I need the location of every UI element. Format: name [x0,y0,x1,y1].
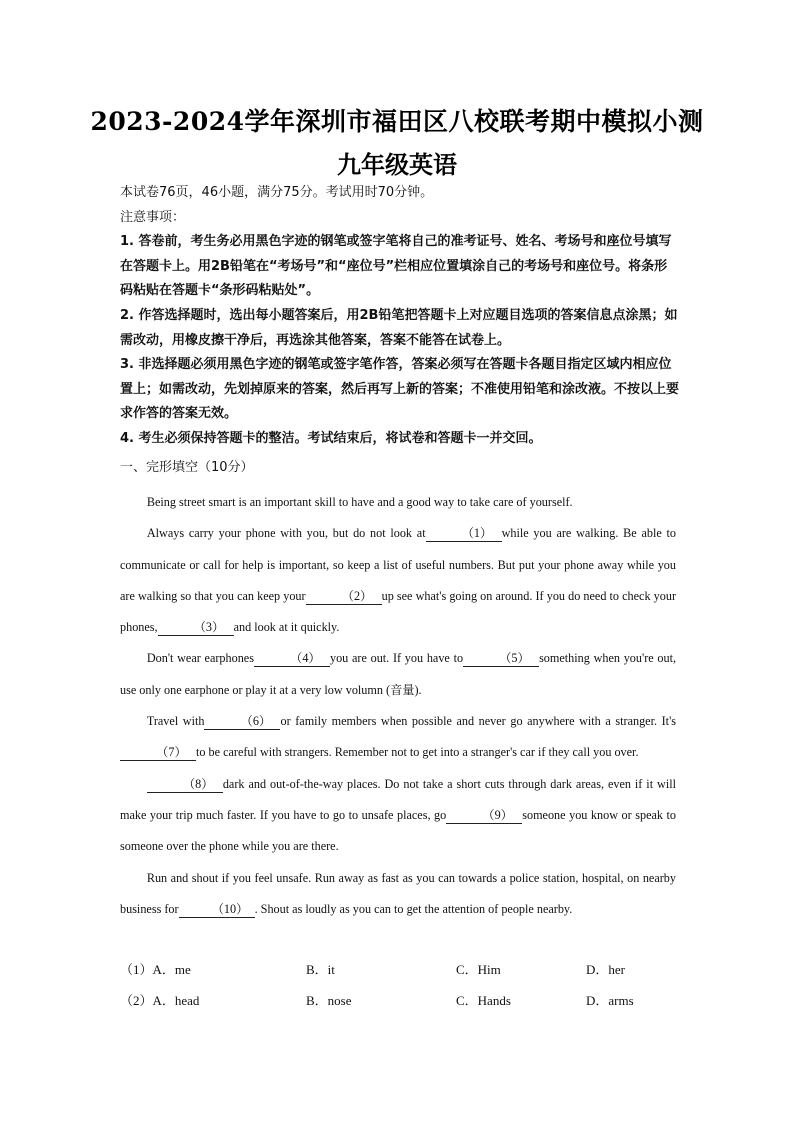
option-d[interactable]: D．arms [586,993,634,1008]
blank-8[interactable]: （8） [147,776,223,793]
passage-text: you are out. If you have to [329,651,464,666]
passage-text: dark and out-of-the-way places. Do not take a short cuts through dark areas, even if it will make your trip much faster. If you have to go to unsafe places, go [120,776,676,822]
option-c[interactable]: C．Him [456,962,501,977]
option-b[interactable]: B．it [306,962,335,977]
option-a[interactable]: （2）A．head [120,993,200,1008]
passage-text: someone you know or speak to someone over the phone while you are there. [120,807,676,854]
answer-options [120,953,680,1015]
exam-subtitle: 九年级英语 [337,150,457,179]
option-b[interactable]: B．nose [306,993,352,1008]
blank-6[interactable]: （6） [204,713,280,730]
question-2-options [120,984,680,1015]
option-d[interactable]: D．her [586,962,625,977]
blank-9[interactable]: （9） [446,807,522,824]
passage-paragraph [120,487,676,518]
passage-text: or family members when possible and never go anywhere with a stranger. It's [280,714,677,729]
cloze-passage [120,487,676,925]
option-a[interactable]: （1）A．me [120,962,191,977]
blank-7[interactable]: （7） [120,744,196,761]
notice-item: 1. 答卷前，考生务必用黑色字迹的钢笔或签字笔将自己的准考证号、姓名、考场号和座位号填写在答题卡上。用2B铅笔在“考场号”和“座位号”栏相应位置填涂自己的考场号和座位号。将条形码粘贴在答题卡“条形码粘贴处”。 [120,234,672,299]
passage-text: Being street smart is an important skill to have and a good way to take care of yourself. [146,495,573,509]
passage-paragraph [120,518,676,643]
blank-10[interactable]: （10） [179,901,255,918]
passage-text: while you are walking. Be able to communicate or call for help is important, so keep a list of useful numbers. But put your phone away while you are walking so that you can keep your [120,526,676,603]
blank-1[interactable]: （1） [426,525,502,542]
passage-paragraph [120,643,676,706]
blank-2[interactable]: （2） [306,588,382,605]
notice-item: 2. 作答选择题时，选出每小题答案后，用2B铅笔把答题卡上对应题目选项的答案信息点涂黑；如需改动，用橡皮擦干净后，再选涂其他答案，答案不能答在试卷上。 [120,307,678,348]
passage-text: to be careful with strangers. Remember not to get into a stranger's car if they call you over. [196,745,639,760]
blank-3[interactable]: （3） [158,619,234,636]
passage-paragraph [120,769,676,863]
passage-text: Run and shout if you feel unsafe. Run away as fast as you can towards a police station, hospital, on nearby business for [120,870,676,916]
question-1-options [120,953,680,984]
passage-paragraph [120,706,676,769]
exam-title: 2023-2024学年深圳市福田区八校联考期中模拟小测 [90,107,704,136]
section-title: 一、完形填空（10分） [120,460,254,475]
passage-text: and look at it quickly. [233,620,340,635]
exam-intro: 本试卷76页，46小题，满分75分。考试用时70分钟。 [120,185,434,200]
exam-instructions [120,181,680,452]
notice-heading: 注意事项： [120,209,186,225]
notice-item: 4. 考生必须保持答题卡的整洁。考试结束后，将试卷和答题卡一并交回。 [120,430,542,446]
passage-paragraph [120,863,676,926]
passage-text: Always carry your phone with you, but do not look at [146,526,426,541]
blank-4[interactable]: （4） [254,650,330,667]
notice-item: 3. 非选择题必须用黑色字迹的钢笔或签字笔作答，答案必须写在答题卡各题目指定区域内相应位置上；如需改动，先划掉原来的答案，然后再写上新的答案；不准使用铅笔和涂改液。不按以上要求作答的答案无效。 [120,357,680,422]
passage-text: up see what's going on around. If you do need to check your phones, [120,588,676,635]
option-c[interactable]: C．Hands [456,993,511,1008]
passage-text: Travel with [146,714,205,729]
passage-text: . Shout as loudly as you can to get the attention of people nearby. [254,901,573,916]
passage-text: something when you're out, use only one earphone or play it at a very low volumn (音量). [120,651,677,697]
blank-5[interactable]: （5） [463,650,539,667]
passage-text: Don't wear earphones [146,651,254,666]
